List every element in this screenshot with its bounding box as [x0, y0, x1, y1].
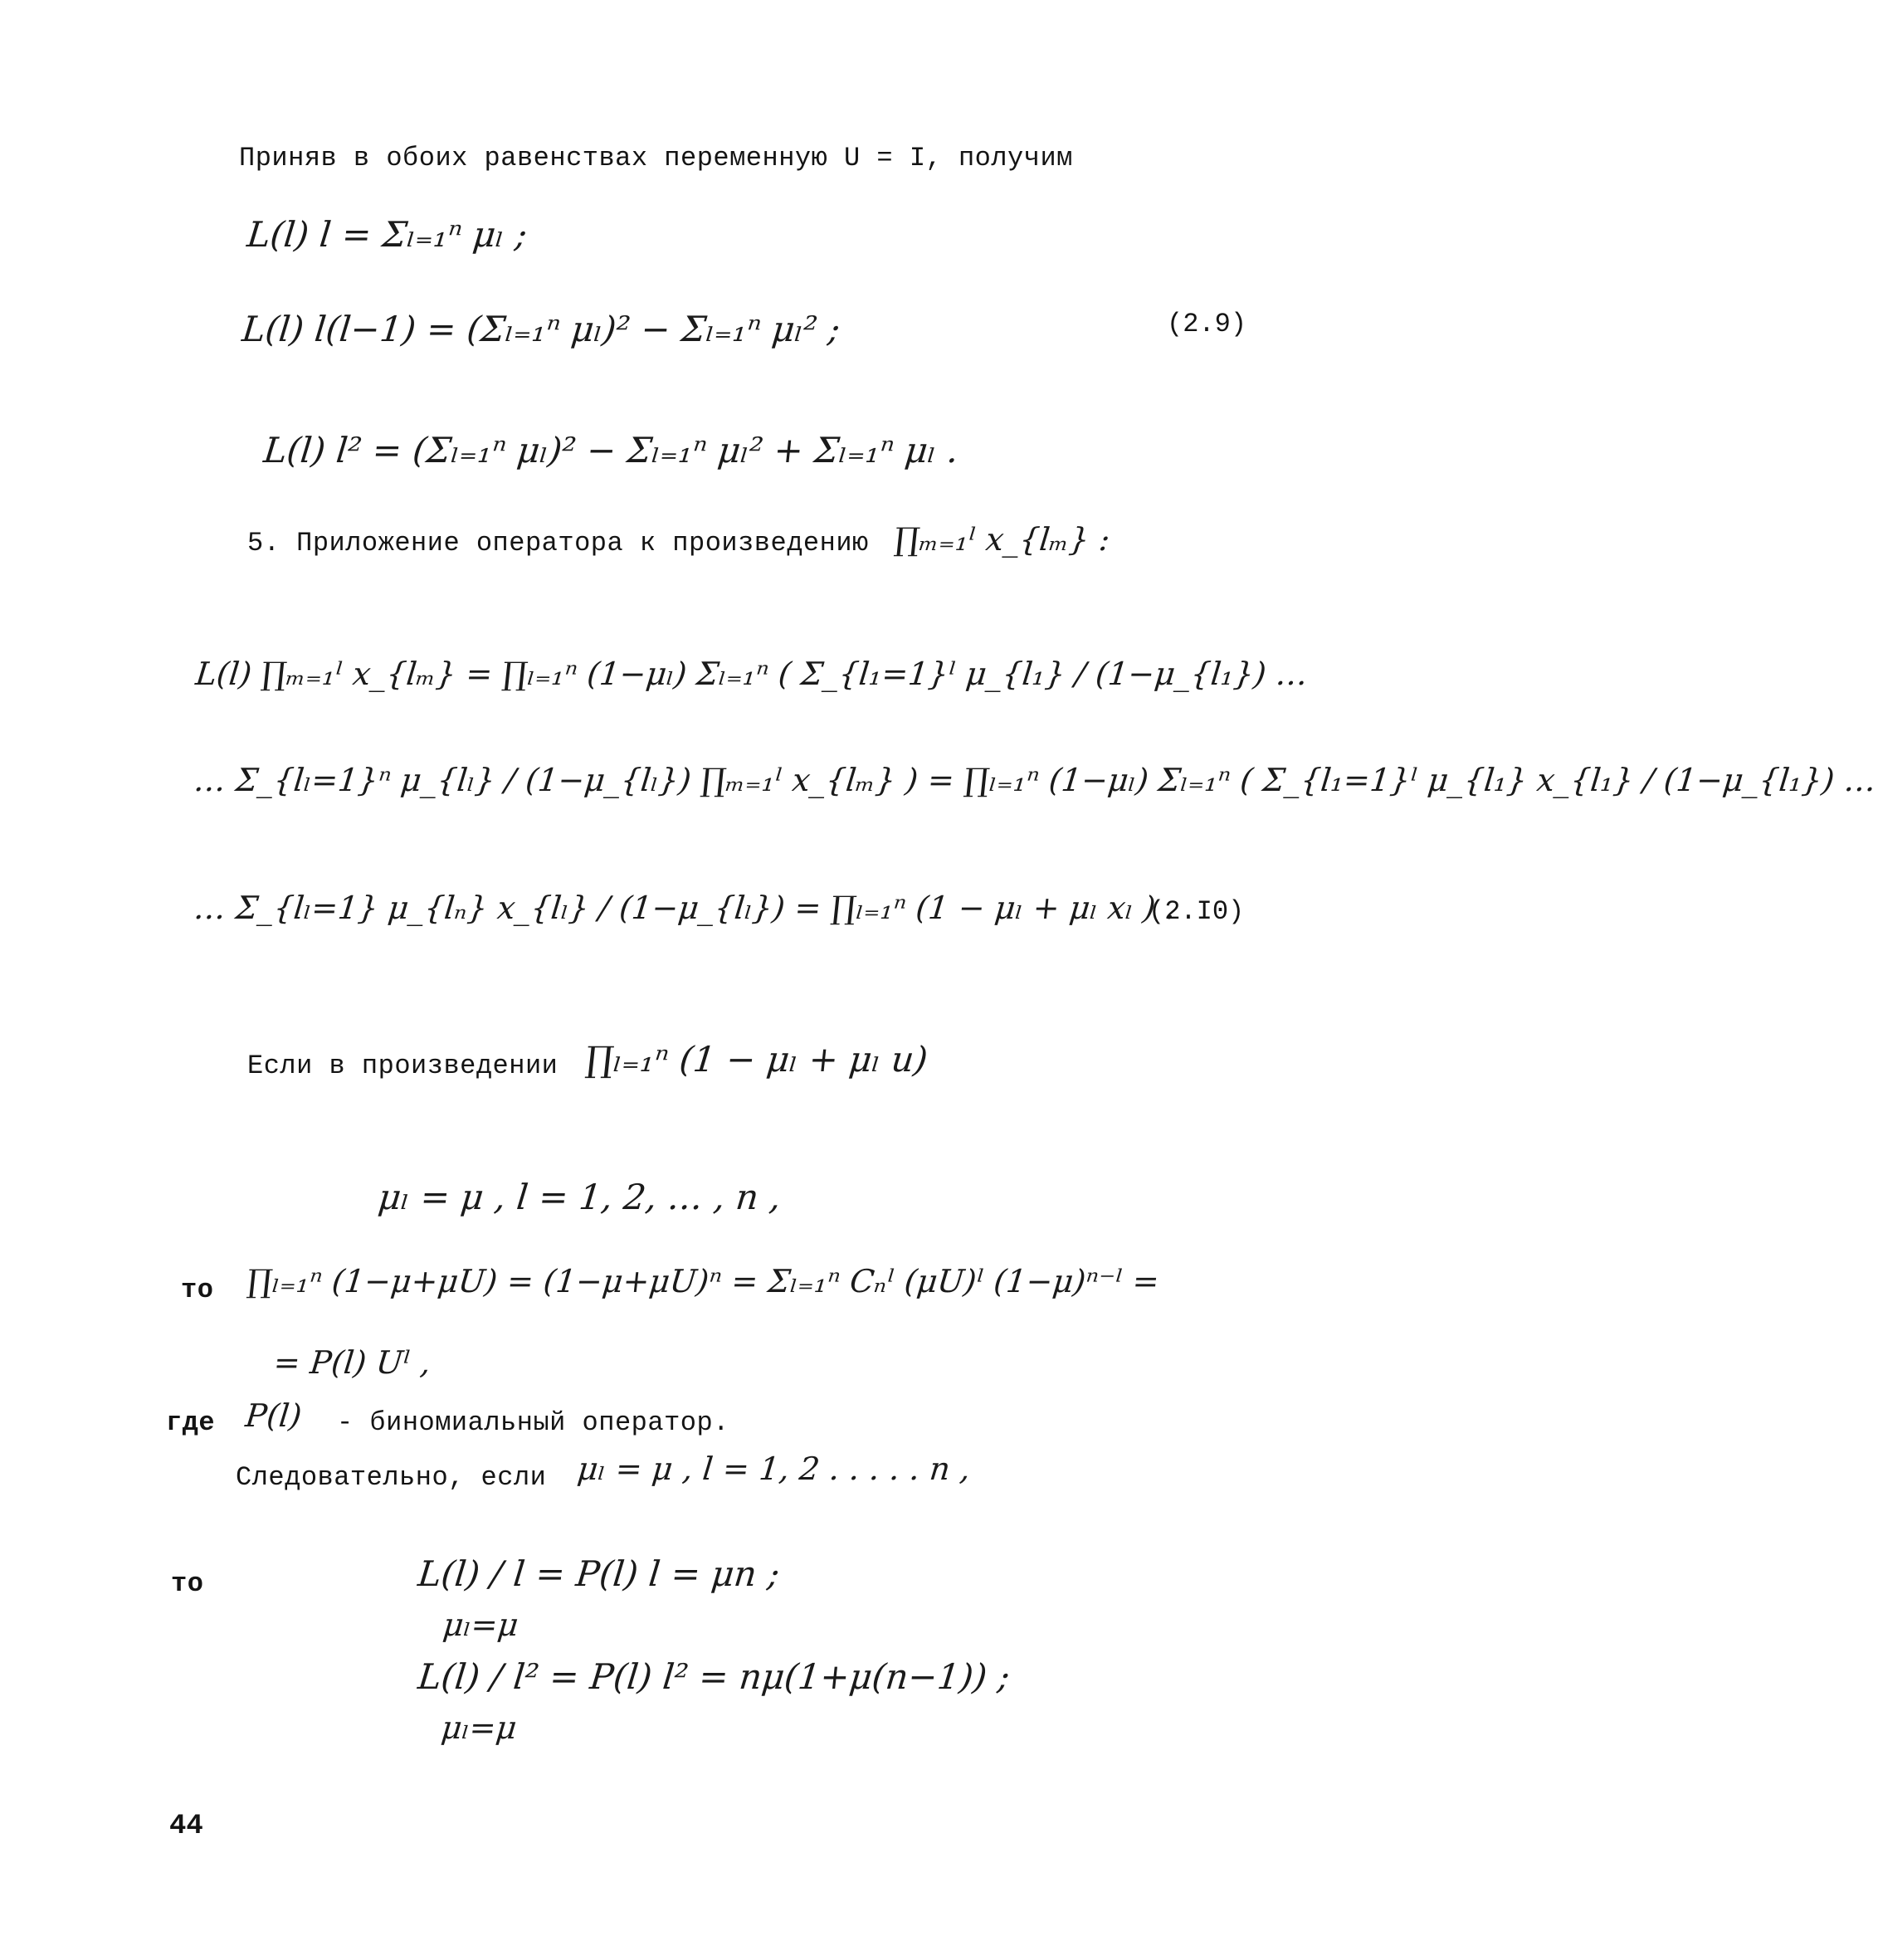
word-then-1: то: [181, 1275, 214, 1305]
equation-2-9-line-2: L(l) l(l−1) = (Σₗ₌₁ⁿ μₗ)² − Σₗ₌₁ⁿ μₗ² ;: [240, 309, 842, 349]
word-then-2: то: [171, 1568, 204, 1599]
condition-mu-equal: μₗ = μ , l = 1, 2, … , n ,: [376, 1177, 783, 1217]
hence-condition-expression: μₗ = μ , l = 1, 2 . . . . . n ,: [575, 1450, 973, 1487]
result-second-moment-condition: μₗ=μ: [439, 1709, 519, 1746]
equation-number-2-9: (2.9): [1167, 309, 1247, 339]
word-where: где: [166, 1407, 216, 1438]
paragraph-hence: Следовательно, если: [236, 1462, 547, 1493]
result-second-moment: L(l) / l² = P(l) l² = nμ(1+μ(n−1)) ;: [416, 1656, 1012, 1697]
paragraph-if-product: Если в произведении: [247, 1051, 559, 1081]
paragraph-item-5: 5. Приложение оператора к произведению: [247, 528, 869, 558]
equation-number-2-10: (2.I0): [1149, 896, 1245, 927]
equation-2-9-line-1: L(l) l = Σₗ₌₁ⁿ μₗ ;: [245, 214, 529, 255]
page-number: 44: [169, 1811, 203, 1842]
equation-2-10-line-2: … Σ_{lₗ=1}ⁿ μ_{lₗ} / (1−μ_{lₗ}) ∏ₘ₌₁ˡ x_{lₘ} ) = ∏ₗ₌₁ⁿ (1−μₗ) Σₗ₌₁ⁿ ( Σ_{l₁=1}ˡ μ_{l₁} x_{l₁} / (1−μ_{l₁}) …: [192, 762, 1878, 798]
item-5-product-expression: ∏ₘ₌₁ˡ x_{lₘ} :: [892, 521, 1112, 558]
binomial-operator-description: - биномиальный оператор.: [337, 1407, 729, 1438]
result-first-moment-condition: μₗ=μ: [441, 1607, 520, 1643]
result-first-moment: L(l) / l = P(l) l = μn ;: [416, 1553, 782, 1594]
binomial-operator-symbol: P(l): [243, 1397, 304, 1434]
equation-2-9-line-3: L(l) l² = (Σₗ₌₁ⁿ μₗ)² − Σₗ₌₁ⁿ μₗ² + Σₗ₌₁ⁿ μₗ .: [261, 430, 961, 470]
if-product-expression: ∏ₗ₌₁ⁿ (1 − μₗ + μₗ u): [583, 1039, 930, 1080]
binomial-expansion-line-2: = P(l) Uˡ ,: [271, 1344, 433, 1381]
equation-2-10-line-1: L(l) ∏ₘ₌₁ˡ x_{lₘ} = ∏ₗ₌₁ⁿ (1−μₗ) Σₗ₌₁ⁿ ( Σ_{l₁=1}ˡ μ_{l₁} / (1−μ_{l₁}) …: [193, 656, 1310, 692]
binomial-expansion-line-1: ∏ₗ₌₁ⁿ (1−μ+μU) = (1−μ+μU)ⁿ = Σₗ₌₁ⁿ Cₙˡ (μU)ˡ (1−μ)ⁿ⁻ˡ =: [245, 1263, 1162, 1299]
equation-2-10-line-3: … Σ_{lₗ=1} μ_{lₙ} x_{lₗ} / (1−μ_{lₗ}) = ∏ₗ₌₁ⁿ (1 − μₗ + μₗ xₗ ) .: [192, 890, 1178, 926]
paragraph-intro: Приняв в обоих равенствах переменную U = I, получим: [239, 143, 1073, 173]
